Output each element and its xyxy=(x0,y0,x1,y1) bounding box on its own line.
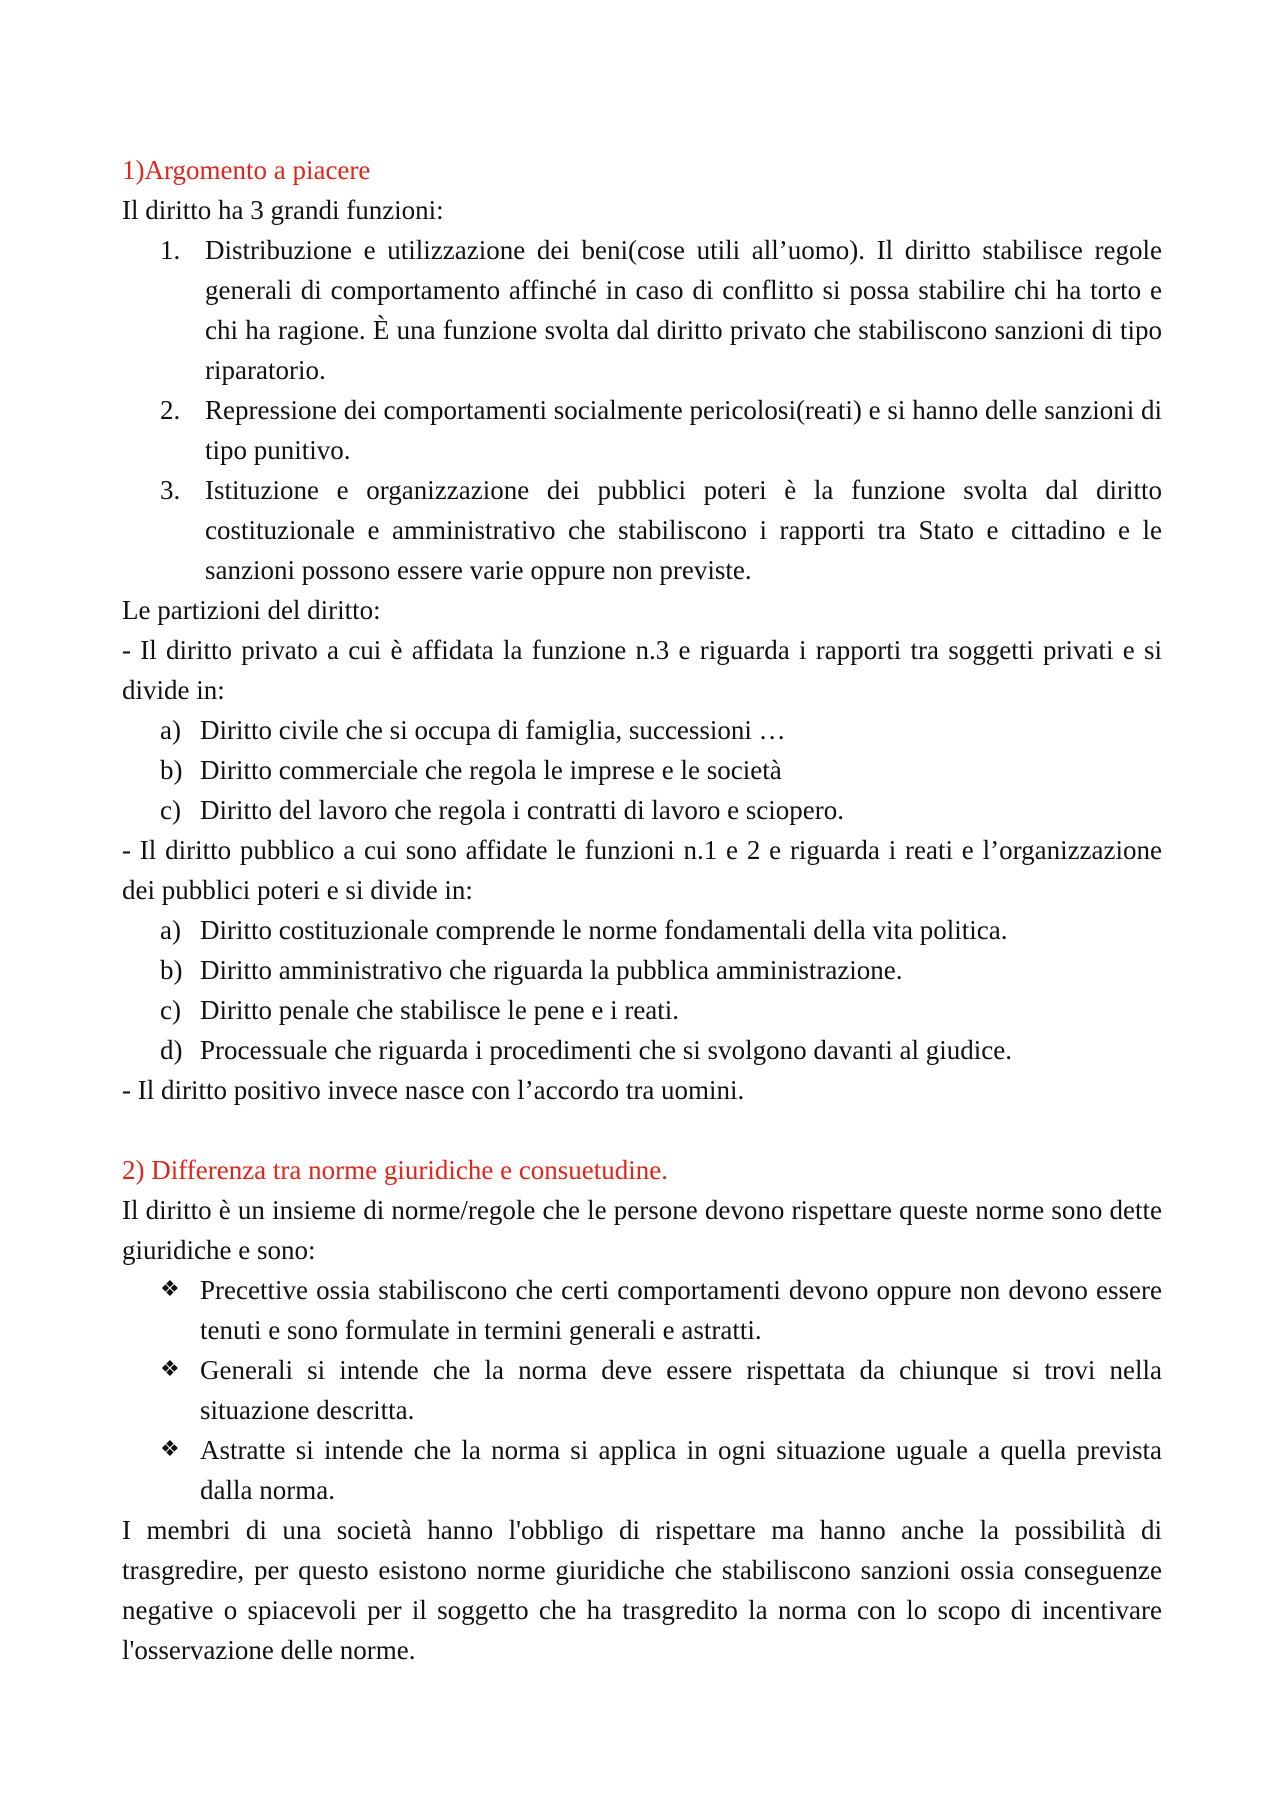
public-law-item-c xyxy=(122,990,1162,1030)
diamond-bullet-icon: ❖ xyxy=(160,1357,180,1382)
list-letter: c) xyxy=(160,795,181,825)
section-spacer xyxy=(122,1110,1162,1150)
private-law-item-b xyxy=(122,750,1162,790)
private-law-item-c xyxy=(122,790,1162,830)
section-1-intro: Il diritto ha 3 grandi funzioni: xyxy=(122,195,444,225)
list-number: 3. xyxy=(160,475,181,505)
bullet-text: Precettive ossia stabiliscono che certi comportamenti devono oppure non devono essere tenuti e sono formulate in termini generali e astratti. xyxy=(200,1275,1162,1345)
public-law-item-b xyxy=(122,950,1162,990)
closing-paragraph: I membri di una società hanno l'obbligo di rispettare ma hanno anche la possibilità di trasgredire, per questo esistono norme giuridiche che stabiliscono sanzioni ossia conseguenze negative o spiacevoli per il soggetto che ha trasgredito la norma con lo scopo di incentivare l'osservazione delle norme. xyxy=(122,1515,1162,1665)
list-item-text: Diritto penale che stabilisce le pene e i reati. xyxy=(200,995,680,1025)
list-letter: c) xyxy=(160,995,181,1025)
norm-bullet-3 xyxy=(122,1430,1162,1510)
function-text: Distribuzione e utilizzazione dei beni(cose utili all’uomo). Il diritto stabilisce regole generali di comportamento affinché in caso di conflitto si possa stabilire chi ha torto e chi ha ragione. È una funzione svolta dal diritto privato che stabiliscono sanzioni di tipo riparatorio. xyxy=(205,235,1162,385)
list-letter: b) xyxy=(160,755,183,785)
document-page xyxy=(122,150,1162,1670)
public-law-intro: - Il diritto pubblico a cui sono affidate le funzioni n.1 e 2 e riguarda i reati e l’organizzazione dei pubblici poteri e si divide in: xyxy=(122,835,1162,905)
diamond-bullet-icon: ❖ xyxy=(160,1437,180,1462)
section-2-heading: 2) Differenza tra norme giuridiche e consuetudine. xyxy=(122,1155,669,1185)
public-law-item-a xyxy=(122,910,1162,950)
bullet-text: Generali si intende che la norma deve essere rispettata da chiunque si trovi nella situazione descritta. xyxy=(200,1355,1162,1425)
function-item-2 xyxy=(122,390,1162,470)
partitions-title: Le partizioni del diritto: xyxy=(122,595,381,625)
norm-bullet-1 xyxy=(122,1270,1162,1350)
list-item-text: Diritto del lavoro che regola i contratti di lavoro e sciopero. xyxy=(200,795,845,825)
section-1-heading: 1)Argomento a piacere xyxy=(122,155,371,185)
list-number: 2. xyxy=(160,395,181,425)
norm-bullet-2 xyxy=(122,1350,1162,1430)
list-item-text: Diritto amministrativo che riguarda la pubblica amministrazione. xyxy=(200,955,903,985)
function-item-1 xyxy=(122,230,1162,390)
list-letter: a) xyxy=(160,715,181,745)
bullet-text: Astratte si intende che la norma si applica in ogni situazione uguale a quella prevista dalla norma. xyxy=(200,1435,1162,1505)
private-law-intro: - Il diritto privato a cui è affidata la funzione n.3 e riguarda i rapporti tra soggetti privati e si divide in: xyxy=(122,635,1162,705)
list-item-text: Diritto commerciale che regola le imprese e le società xyxy=(200,755,782,785)
private-law-item-a xyxy=(122,710,1162,750)
function-text: Istituzione e organizzazione dei pubblici poteri è la funzione svolta dal diritto costituzionale e amministrativo che stabiliscono i rapporti tra Stato e cittadino e le sanzioni possono essere varie oppure non previste. xyxy=(205,475,1162,585)
public-law-item-d xyxy=(122,1030,1162,1070)
list-letter: b) xyxy=(160,955,183,985)
diamond-bullet-icon: ❖ xyxy=(160,1277,180,1302)
list-item-text: Diritto costituzionale comprende le norme fondamentali della vita politica. xyxy=(200,915,1008,945)
function-item-3 xyxy=(122,470,1162,590)
positive-law-line: - Il diritto positivo invece nasce con l’accordo tra uomini. xyxy=(122,1075,745,1105)
list-letter: a) xyxy=(160,915,181,945)
list-letter: d) xyxy=(160,1035,183,1065)
function-text: Repressione dei comportamenti socialmente pericolosi(reati) e si hanno delle sanzioni di tipo punitivo. xyxy=(205,395,1162,465)
section-2-intro: Il diritto è un insieme di norme/regole che le persone devono rispettare queste norme sono dette giuridiche e sono: xyxy=(122,1195,1162,1265)
list-item-text: Processuale che riguarda i procedimenti che si svolgono davanti al giudice. xyxy=(200,1035,1012,1065)
list-item-text: Diritto civile che si occupa di famiglia, successioni … xyxy=(200,715,786,745)
list-number: 1. xyxy=(160,235,181,265)
